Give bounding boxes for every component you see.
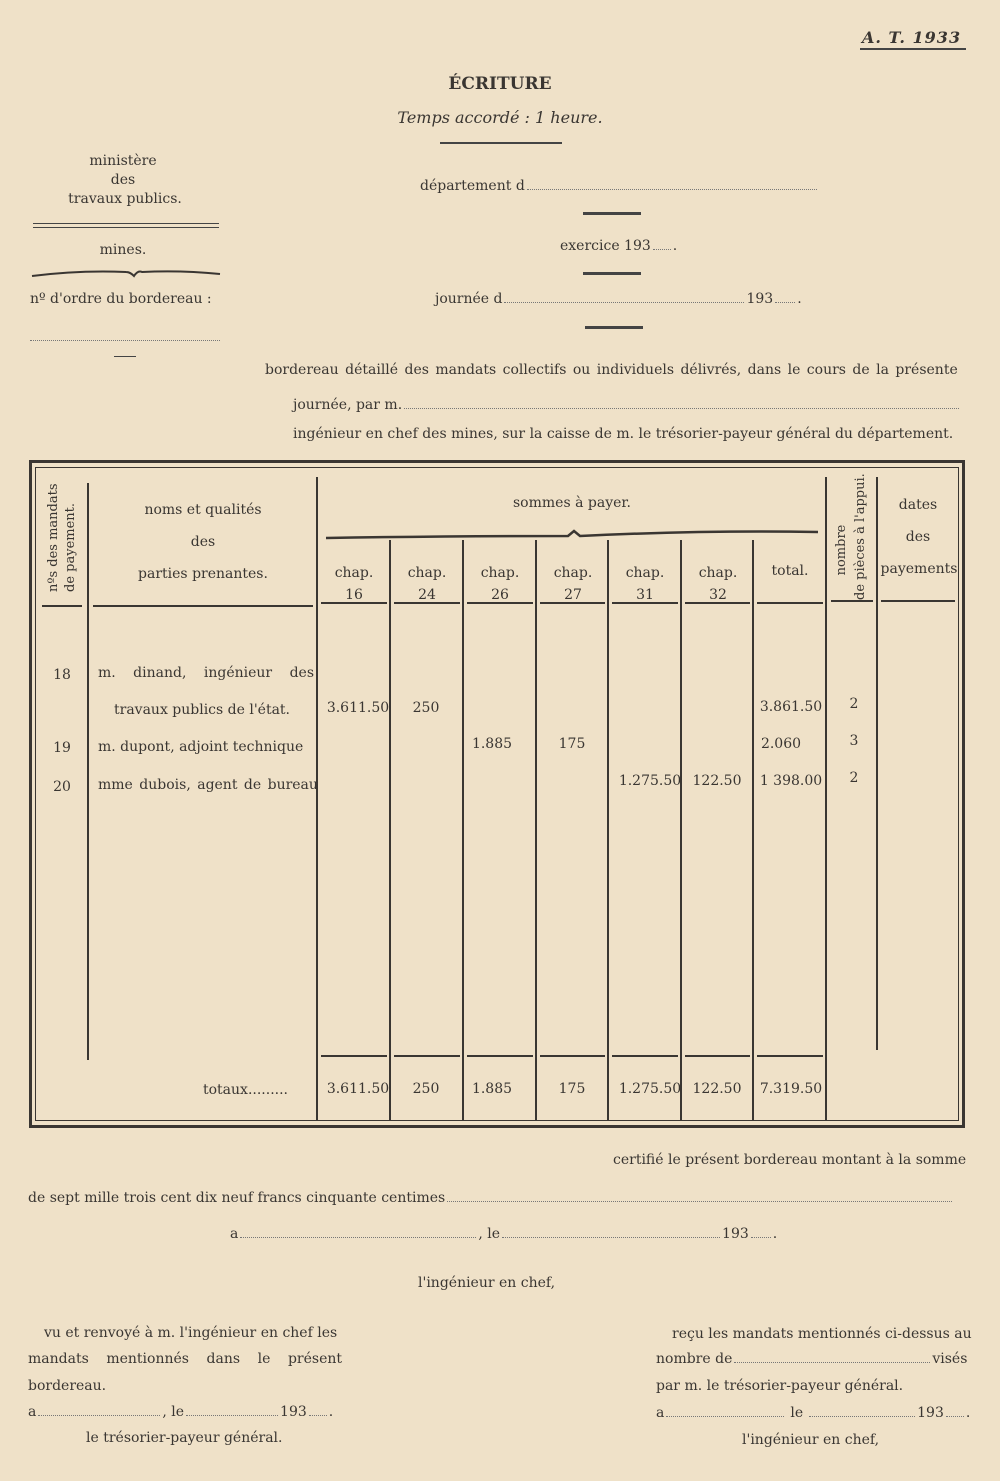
row-18-chap-16: 3.611.50 [326, 700, 390, 716]
certification-line-1: certifié le présent bordereau montant à la somme [613, 1152, 967, 1168]
left-place-prefix: a [28, 1404, 37, 1420]
intro-line-1: bordereau détaillé des mandats collectifs ou individuels délivrés, dans le cours de la présente [265, 362, 958, 378]
ministry-double-rule [33, 223, 219, 224]
row-19-chap-26: 1.885 [471, 736, 513, 752]
totals-rule-27 [540, 1055, 605, 1057]
day-label: journée d [435, 291, 503, 307]
bottom-left-line-2: mandats mentionnés dans le présent [28, 1351, 342, 1367]
row-19-name-1: m. dupont, adjoint technique [98, 739, 304, 755]
header-chap-31 [610, 562, 680, 606]
ministry-line-1: ministère [89, 153, 157, 169]
left-year: 193 [280, 1404, 307, 1420]
row-20-pieces: 2 [849, 770, 859, 786]
certification-line-2 [28, 1190, 954, 1206]
row-19-pieces: 3 [849, 733, 859, 749]
header-chap-24 [392, 562, 462, 606]
cert-date-prefix: , le [478, 1226, 501, 1242]
right-count-suffix: visés [932, 1351, 968, 1367]
department-line [420, 178, 819, 194]
cert-place-field[interactable] [240, 1236, 476, 1238]
header-chap-label: chap. [625, 565, 665, 581]
bottom-left-signature: le trésorier-payeur général. [86, 1430, 283, 1446]
header-chap-number: 31 [636, 587, 654, 603]
cert-date-field[interactable] [502, 1236, 720, 1238]
cert-year: 193 [722, 1226, 749, 1242]
sums-brace [324, 526, 820, 540]
day-divider [585, 326, 643, 329]
totals-chap-24: 250 [412, 1081, 440, 1097]
row-20-number: 20 [53, 779, 71, 795]
header-names-2: des [190, 534, 216, 550]
header-total: total. [771, 563, 809, 579]
header-chap-27 [538, 562, 608, 606]
header-chap-label: chap. [480, 565, 520, 581]
header-chap-26 [465, 562, 535, 606]
title-divider [440, 142, 562, 144]
right-count-field[interactable] [734, 1361, 930, 1363]
engineer-name-field[interactable] [404, 407, 959, 409]
right-date-field[interactable] [809, 1415, 915, 1417]
header-dates-1: dates [898, 497, 938, 513]
header-chap-number: 24 [418, 587, 436, 603]
header-sums: sommes à payer. [513, 495, 631, 511]
header-names-3: parties prenantes. [138, 566, 268, 582]
col-divider-24 [462, 540, 464, 1120]
header-rule-num [42, 605, 82, 607]
header-chap-label: chap. [407, 565, 447, 581]
bottom-left-line-3: bordereau. [28, 1378, 107, 1394]
totals-total: 7.319.50 [759, 1081, 823, 1097]
left-place-field[interactable] [38, 1414, 160, 1416]
header-chap-number: 27 [564, 587, 582, 603]
right-place-prefix: a [656, 1405, 665, 1421]
col-divider-27 [607, 540, 609, 1120]
certification-place-date: a , le 193 . [230, 1226, 778, 1242]
certification-signature: l'ingénieur en chef, [418, 1275, 556, 1291]
header-chap-label: chap. [334, 565, 374, 581]
exercise-field[interactable] [653, 248, 671, 250]
order-number-dots [30, 340, 220, 341]
cert-year-field[interactable] [751, 1236, 771, 1238]
left-date-field[interactable] [186, 1414, 278, 1416]
totals-chap-31: 1.275.50 [618, 1081, 682, 1097]
header-chap-number: 26 [491, 587, 509, 603]
totals-chap-26: 1.885 [471, 1081, 513, 1097]
amount-in-words: de sept mille trois cent dix neuf francs cinquante centimes [28, 1190, 446, 1206]
row-18-total: 3.861.50 [759, 699, 823, 715]
intro-line-2-text: journée, par m. [293, 397, 403, 413]
right-place-field[interactable] [666, 1415, 784, 1417]
bottom-right-line-3: par m. le trésorier-payeur général. [656, 1378, 904, 1394]
order-short-rule [114, 356, 136, 357]
totals-rule-total [757, 1055, 823, 1057]
totals-rule-24 [394, 1055, 460, 1057]
header-dates-2: des [905, 529, 931, 545]
department-field[interactable] [527, 188, 817, 190]
header-pieces-1: nombre [834, 524, 849, 576]
header-dates-3: payements [880, 561, 958, 577]
row-20-chap-31: 1.275.50 [618, 773, 682, 789]
totals-label: totaux......... [203, 1082, 288, 1098]
bottom-left-line-1: vu et renvoyé à m. l'ingénieur en chef les [44, 1325, 338, 1341]
row-18-chap-24: 250 [412, 700, 440, 716]
col-divider-31 [680, 540, 682, 1120]
day-year-field[interactable] [775, 301, 795, 303]
header-chap-16 [319, 562, 389, 606]
cert-place-prefix: a [230, 1226, 239, 1242]
service-label: mines. [99, 242, 147, 258]
row-18-name-1: m. dinand, ingénieur des [98, 665, 314, 681]
day-line: journée d 193 . [435, 291, 802, 307]
header-chap-number: 16 [345, 587, 363, 603]
department-label: département d [420, 178, 525, 194]
bottom-right-line-2 [656, 1351, 967, 1367]
header-chap-32 [683, 562, 753, 606]
header-mandate-number: nºs des mandats de payement. [46, 483, 78, 592]
col-divider-num [87, 483, 89, 1060]
brace-ornament [30, 268, 222, 280]
page-title: ÉCRITURE [448, 74, 552, 94]
right-date-prefix: le [790, 1405, 804, 1421]
right-year-field[interactable] [946, 1415, 964, 1417]
row-19-total: 2.060 [760, 736, 802, 752]
totals-chap-27: 175 [558, 1081, 586, 1097]
day-year: 193 [746, 291, 774, 307]
exercise-label: exercice 193 [560, 238, 651, 254]
intro-line-2 [293, 397, 961, 413]
row-20-chap-32: 122.50 [692, 773, 742, 789]
left-date-prefix: , le [162, 1404, 185, 1420]
bottom-right-place-date: a le 193 . [656, 1405, 971, 1421]
header-rule-dates [881, 600, 955, 602]
row-18-number: 18 [53, 667, 71, 683]
right-year: 193 [917, 1405, 944, 1421]
header-chap-label: chap. [553, 565, 593, 581]
page-subtitle: Temps accordé : 1 heure. [397, 108, 603, 127]
bottom-right-line-1: reçu les mandats mentionnés ci-dessus au [672, 1326, 972, 1342]
col-divider-names [316, 477, 318, 1120]
day-field[interactable] [504, 301, 744, 303]
header-rule-total [757, 602, 823, 604]
left-year-field[interactable] [309, 1414, 327, 1416]
exercise-line: exercice 193 . [560, 238, 678, 254]
col-divider-32 [752, 540, 754, 1120]
exercise-divider [583, 272, 641, 275]
header-pieces-2: de pièces à l'appui. [853, 473, 868, 600]
code-underline [860, 48, 966, 50]
bottom-right-signature: l'ingénieur en chef, [742, 1432, 880, 1448]
col-divider-16 [389, 540, 391, 1120]
header-pieces [832, 470, 870, 600]
order-number-label: nº d'ordre du bordereau : [30, 291, 212, 307]
col-divider-26 [535, 540, 537, 1120]
department-divider [583, 212, 641, 215]
row-20-name-1: mme dubois, agent de bureau [98, 777, 318, 793]
header-names-1: noms et qualités [144, 502, 262, 518]
header-rule-names [93, 605, 313, 607]
header-rule-pieces [831, 600, 873, 602]
amount-field[interactable] [447, 1200, 952, 1202]
header-chap-number: 32 [709, 587, 727, 603]
totals-rule-26 [467, 1055, 533, 1057]
totals-rule-31 [612, 1055, 678, 1057]
bottom-left-place-date: a , le 193 . [28, 1404, 334, 1420]
right-count-prefix: nombre de [656, 1351, 733, 1367]
totals-rule-16 [321, 1055, 387, 1057]
row-20-total: 1 398.00 [759, 773, 823, 789]
intro-line-3: ingénieur en chef des mines, sur la caisse de m. le trésorier-payeur général du département. [293, 426, 954, 442]
row-19-number: 19 [53, 740, 71, 756]
row-18-pieces: 2 [849, 696, 859, 712]
ministry-double-rule-2 [33, 227, 219, 228]
row-18-name-2: travaux publics de l'état. [114, 702, 291, 718]
totals-rule-32 [685, 1055, 750, 1057]
document-code: A. T. 1933 [862, 28, 962, 47]
ministry-line-2: des [110, 172, 136, 188]
row-19-chap-27: 175 [558, 736, 586, 752]
ministry-line-3: travaux publics. [68, 191, 182, 207]
col-divider-total [825, 477, 827, 1120]
totals-chap-32: 122.50 [692, 1081, 742, 1097]
totals-chap-16: 3.611.50 [326, 1081, 390, 1097]
header-chap-label: chap. [698, 565, 738, 581]
